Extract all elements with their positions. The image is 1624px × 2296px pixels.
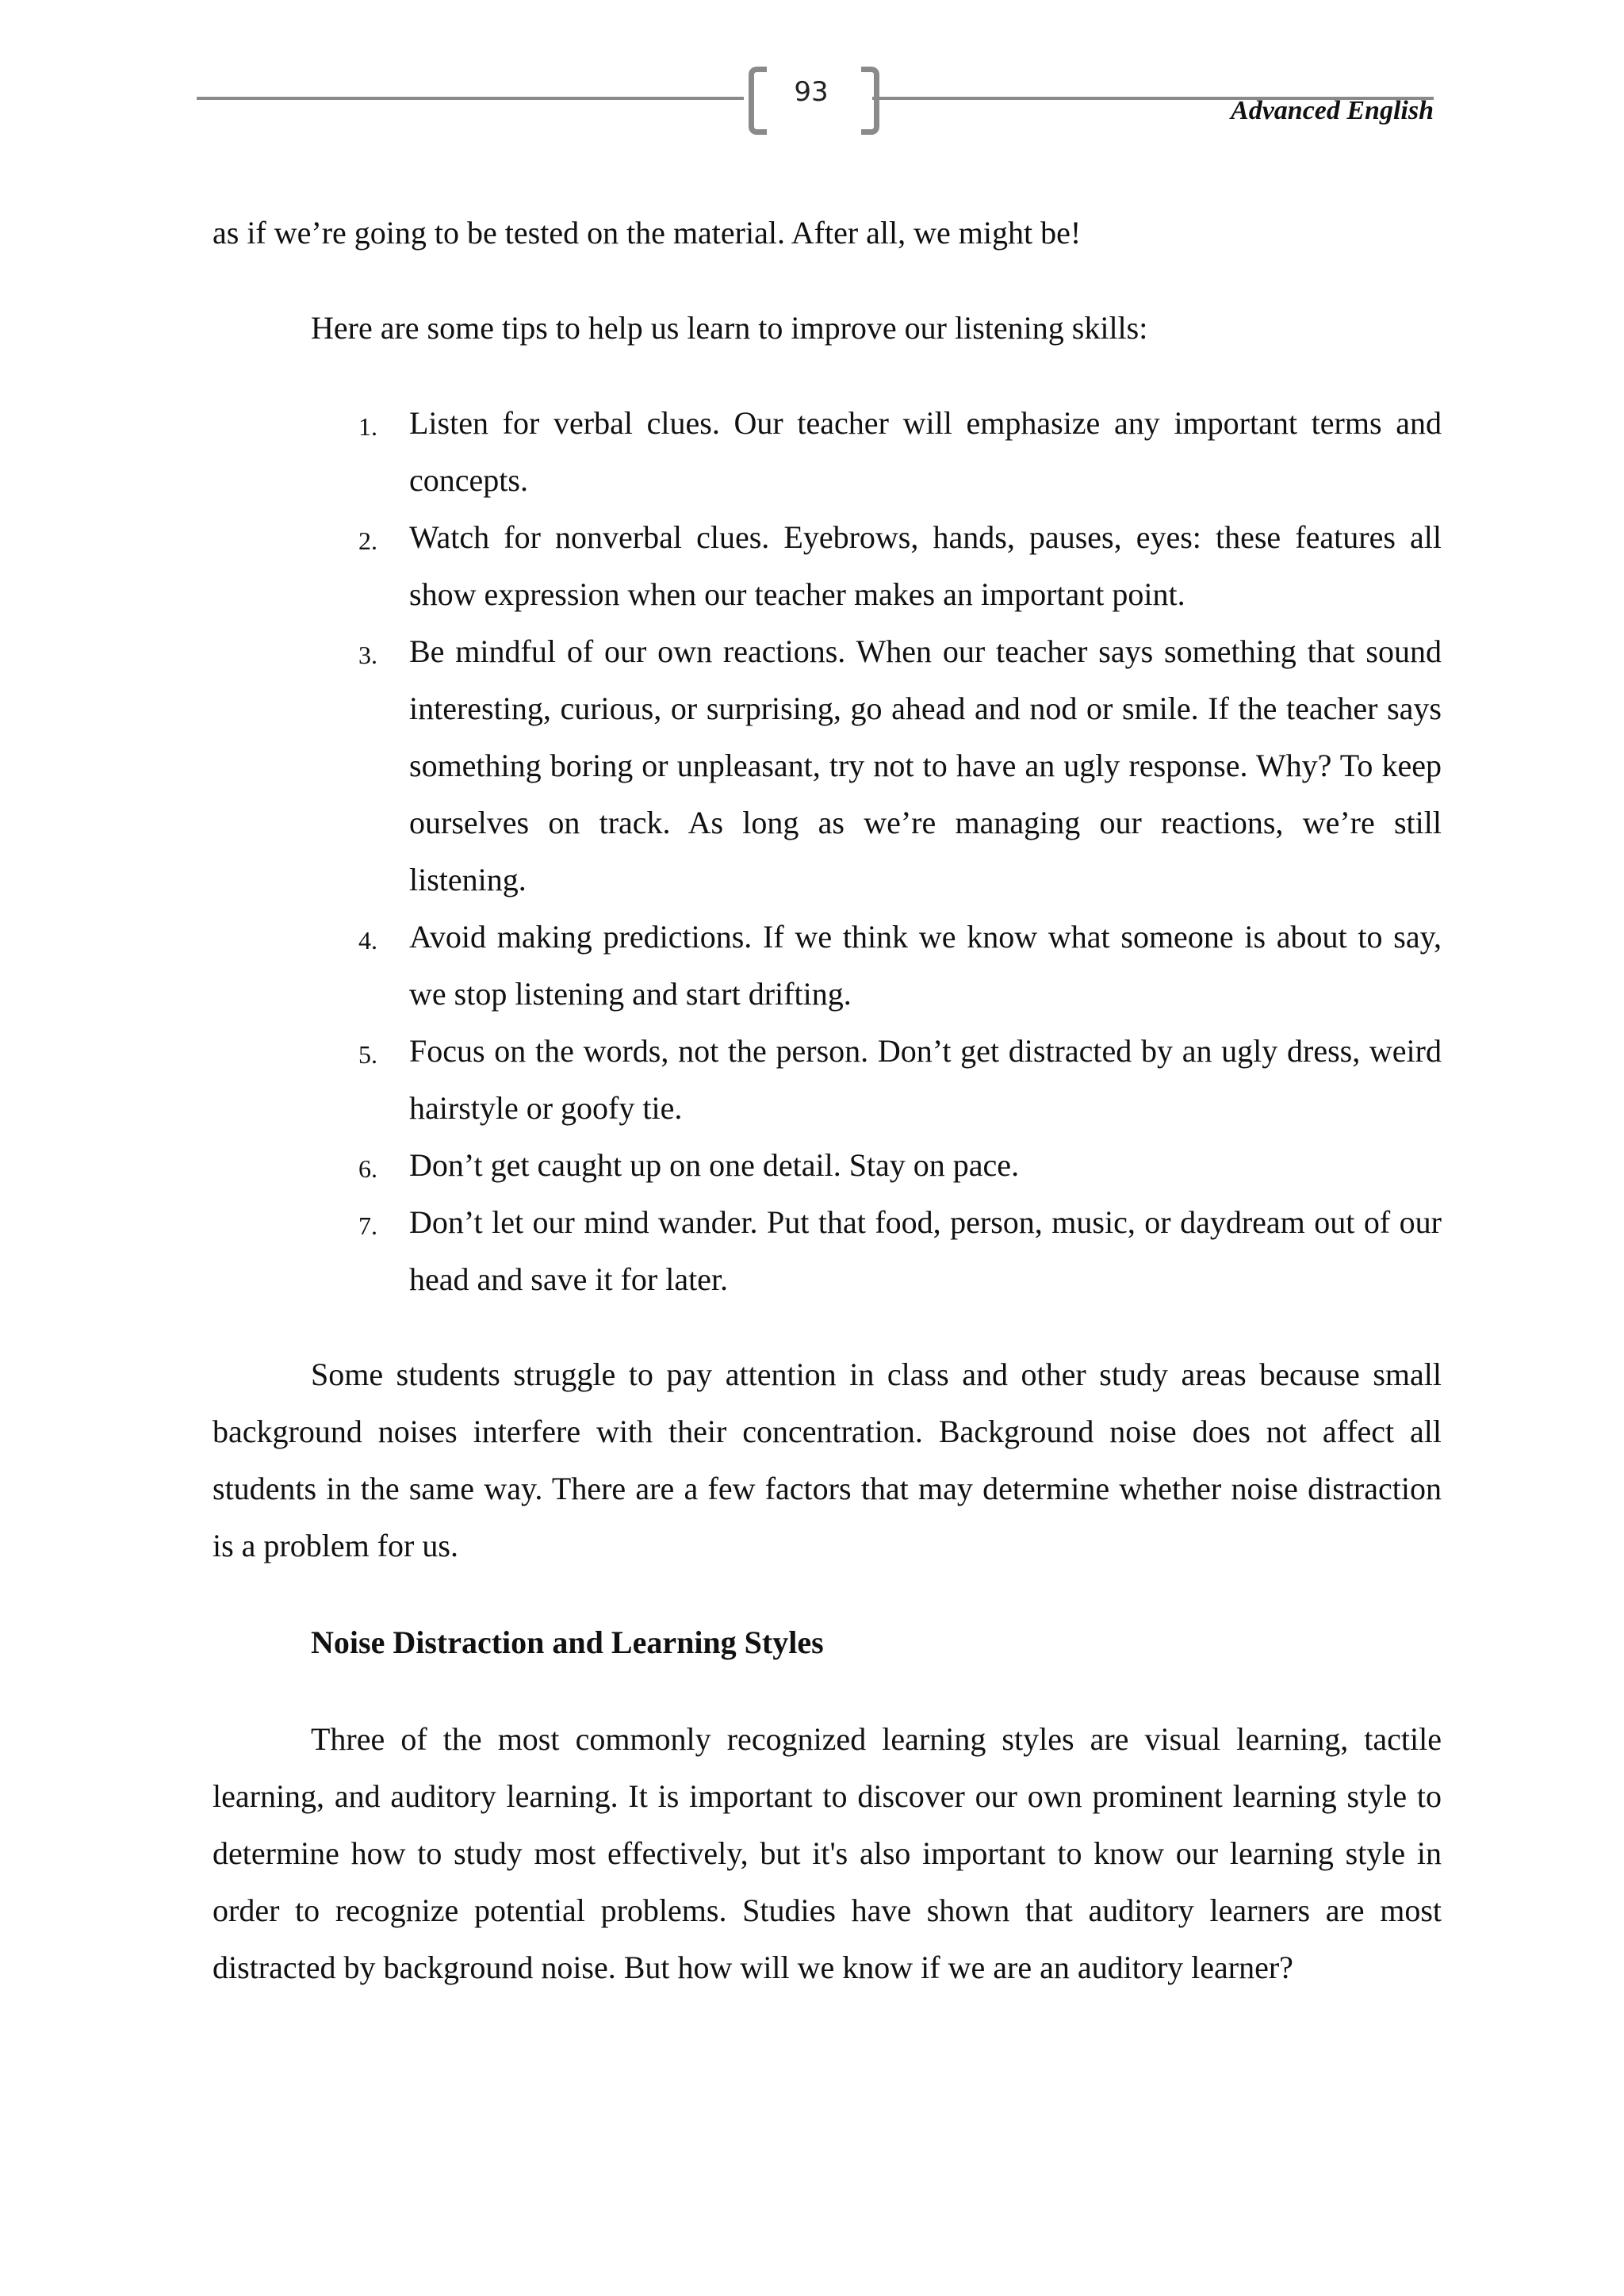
list-item-text: Be mindful of our own reactions. When our teacher says something that sound interesting, curious, or surprising, go ahead and nod or smile. If the teacher says something boring or unpleasant, try not to have an ugly response. Why? To keep ourselves on track. As long as we’re managing our reactions, we’re still listening. <box>409 633 1442 897</box>
list-item-text: Don’t let our mind wander. Put that food, person, music, or daydream out of our head and save it for later. <box>409 1204 1442 1297</box>
list-item-text: Focus on the words, not the person. Don’t get distracted by an ugly dress, weird hairstyle or goofy tie. <box>409 1033 1442 1126</box>
list-item-number: 7. <box>358 1211 377 1240</box>
learning-styles-paragraph: Three of the most commonly recognized learning styles are visual learning, tactile learning, and auditory learning. It is important to discover our own prominent learning style to determine how to study most effectively, but it's also important to know our learning style in order to recognize potential problems. Studies have shown that auditory learners are most distracted by background noise. But how will we know if we are an auditory learner? <box>213 1721 1442 1985</box>
list-item <box>213 1194 1442 1308</box>
list-item <box>213 623 1442 909</box>
tips-intro: Here are some tips to help us learn to improve our listening skills: <box>311 310 1148 346</box>
page-number: 93 <box>794 76 829 108</box>
list-item <box>213 1023 1442 1137</box>
list-item-number: 6. <box>358 1154 377 1183</box>
section-heading: Noise Distraction and Learning Styles <box>311 1624 824 1660</box>
header-rule-left <box>197 97 744 100</box>
list-item-number: 4. <box>358 926 377 955</box>
page-number-bracket-right <box>861 67 879 135</box>
list-item-number: 2. <box>358 526 377 555</box>
list-item <box>213 1137 1442 1194</box>
list-item-text: Listen for verbal clues. Our teacher will emphasize any important terms and concepts. <box>409 405 1442 498</box>
continuation-paragraph: as if we’re going to be tested on the material. After all, we might be! <box>213 215 1082 251</box>
page-header <box>0 0 1624 151</box>
list-item <box>213 909 1442 1023</box>
page-body <box>213 205 1442 1996</box>
list-item-number: 3. <box>358 641 377 669</box>
noise-paragraph: Some students struggle to pay attention in class and other study areas because small background noises interfere with their concentration. Background noise does not affect all students in the same way. There are a few factors that may determine whether noise distraction is a problem for us. <box>213 1357 1442 1563</box>
list-item-text: Avoid making predictions. If we think we know what someone is about to say, we stop listening and start drifting. <box>409 919 1442 1012</box>
list-item <box>213 395 1442 509</box>
list-item-number: 5. <box>358 1040 377 1069</box>
list-item-number: 1. <box>358 412 377 441</box>
list-item-text: Don’t get caught up on one detail. Stay on pace. <box>409 1147 1020 1183</box>
running-title: Advanced English <box>1231 96 1434 125</box>
list-item-text: Watch for nonverbal clues. Eyebrows, hands, pauses, eyes: these features all show expression when our teacher makes an important point. <box>409 519 1442 612</box>
tips-list <box>213 395 1442 1308</box>
list-item <box>213 509 1442 623</box>
